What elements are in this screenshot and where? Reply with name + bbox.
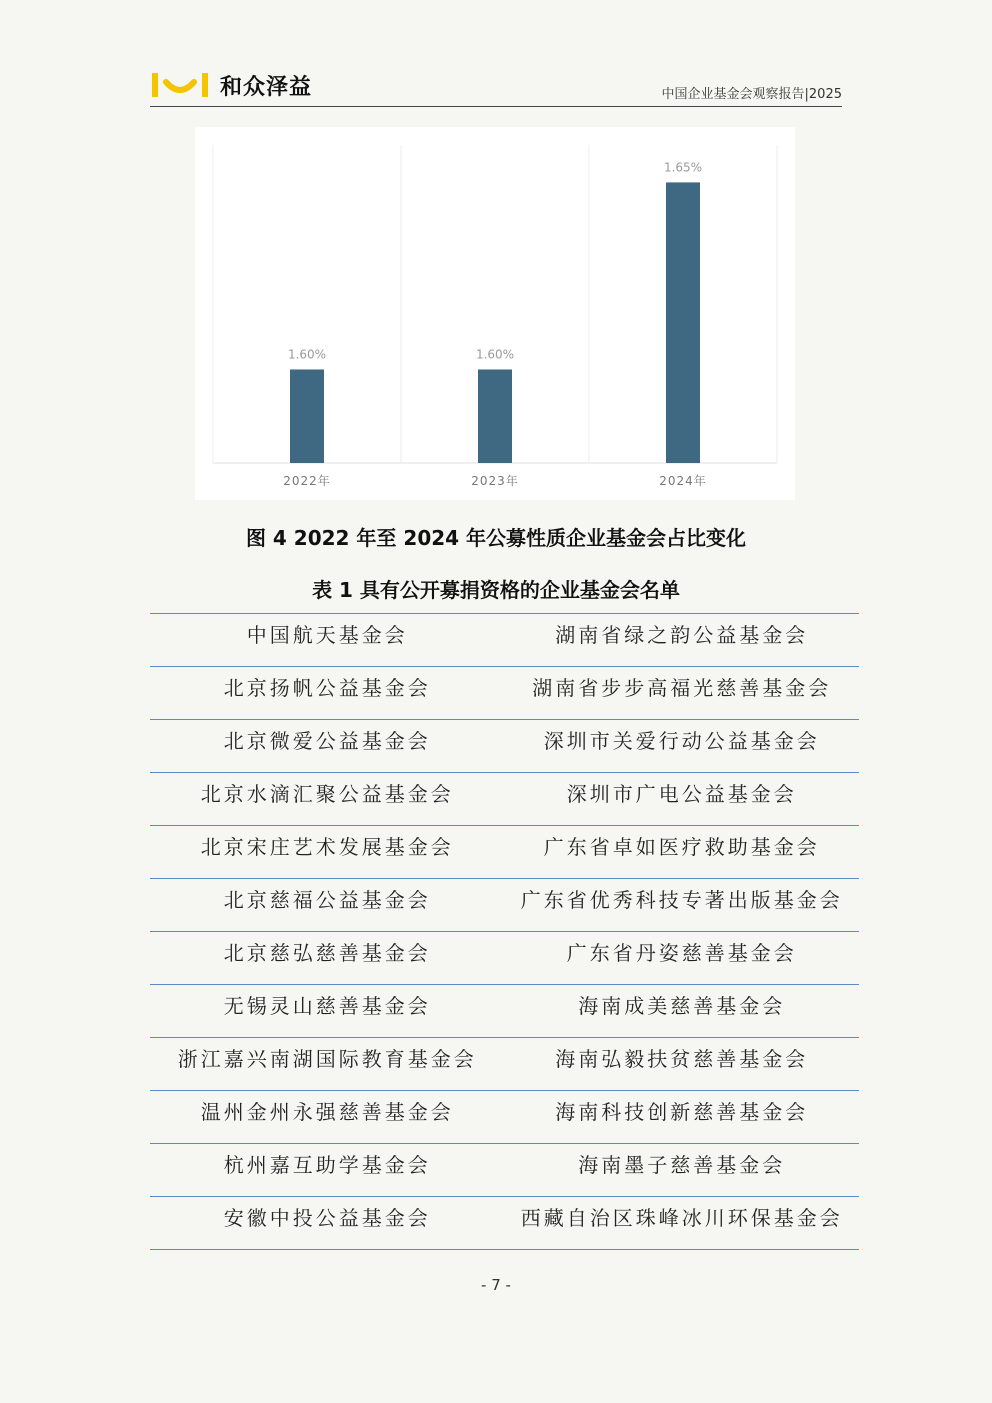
table-cell: 北京微爱公益基金会 — [223, 729, 431, 753]
table-cell: 北京水滴汇聚公益基金会 — [200, 782, 454, 806]
table-cell: 北京宋庄艺术发展基金会 — [200, 835, 454, 859]
table-row — [150, 1144, 859, 1197]
table-row — [150, 667, 859, 720]
table-cell: 海南成美慈善基金会 — [578, 994, 786, 1018]
table-cell: 深圳市广电公益基金会 — [566, 782, 797, 806]
report-title: 中国企业基金会观察报告|2025 — [661, 87, 842, 102]
table-cell: 无锡灵山慈善基金会 — [223, 994, 431, 1018]
table-row — [150, 720, 859, 773]
bar — [666, 182, 700, 463]
table-row — [150, 1038, 859, 1091]
table-cell: 海南墨子慈善基金会 — [578, 1153, 786, 1177]
table-cell: 西藏自治区珠峰冰川环保基金会 — [520, 1206, 843, 1230]
page-header — [150, 66, 842, 107]
table-cell: 北京慈福公益基金会 — [223, 888, 431, 912]
table-cell: 海南弘毅扶贫慈善基金会 — [555, 1047, 809, 1071]
data-label: 1.65% — [663, 160, 703, 175]
data-label: 1.60% — [475, 347, 515, 362]
data-label: 1.60% — [287, 347, 327, 362]
table-row — [150, 614, 859, 667]
table-caption: 表 1 具有公开募捐资格的企业基金会名单 — [312, 578, 680, 602]
x-tick-label: 2022年 — [283, 474, 331, 488]
foundation-name-table — [150, 613, 859, 1250]
table-row — [150, 1197, 859, 1250]
table-cell: 温州金州永强慈善基金会 — [200, 1100, 454, 1124]
table-row — [150, 1091, 859, 1144]
table-cell: 北京扬帆公益基金会 — [223, 676, 431, 700]
table-cell: 湖南省步步高福光慈善基金会 — [532, 676, 832, 700]
bar — [478, 369, 512, 463]
x-tick-label: 2023年 — [471, 474, 519, 488]
table-row — [150, 773, 859, 826]
table-cell: 杭州嘉互助学基金会 — [223, 1153, 431, 1177]
page-number: - 7 - — [481, 1276, 511, 1294]
table-row — [150, 985, 859, 1038]
table-cell: 广东省丹姿慈善基金会 — [566, 941, 797, 965]
table-row — [150, 932, 859, 985]
x-tick-label: 2024年 — [659, 474, 707, 488]
table-row — [150, 879, 859, 932]
table-cell: 海南科技创新慈善基金会 — [555, 1100, 809, 1124]
bar — [290, 369, 324, 463]
logo-text: 和众泽益 — [220, 74, 313, 100]
table-cell: 中国航天基金会 — [246, 623, 408, 647]
table-cell: 广东省优秀科技专著出版基金会 — [520, 888, 843, 912]
brand-logo — [150, 70, 312, 100]
logo-mark-icon — [150, 70, 210, 100]
bar-chart — [195, 127, 795, 500]
table-row — [150, 826, 859, 879]
figure-caption: 图 4 2022 年至 2024 年公募性质企业基金会占比变化 — [245, 526, 747, 550]
table-cell: 安徽中投公益基金会 — [223, 1206, 431, 1230]
table-cell: 北京慈弘慈善基金会 — [223, 941, 431, 965]
table-cell: 湖南省绿之韵公益基金会 — [555, 623, 809, 647]
table-cell: 广东省卓如医疗救助基金会 — [543, 835, 820, 859]
table-cell: 浙江嘉兴南湖国际教育基金会 — [177, 1047, 477, 1071]
bar-chart-svg — [195, 127, 795, 500]
table-cell: 深圳市关爱行动公益基金会 — [543, 729, 820, 753]
